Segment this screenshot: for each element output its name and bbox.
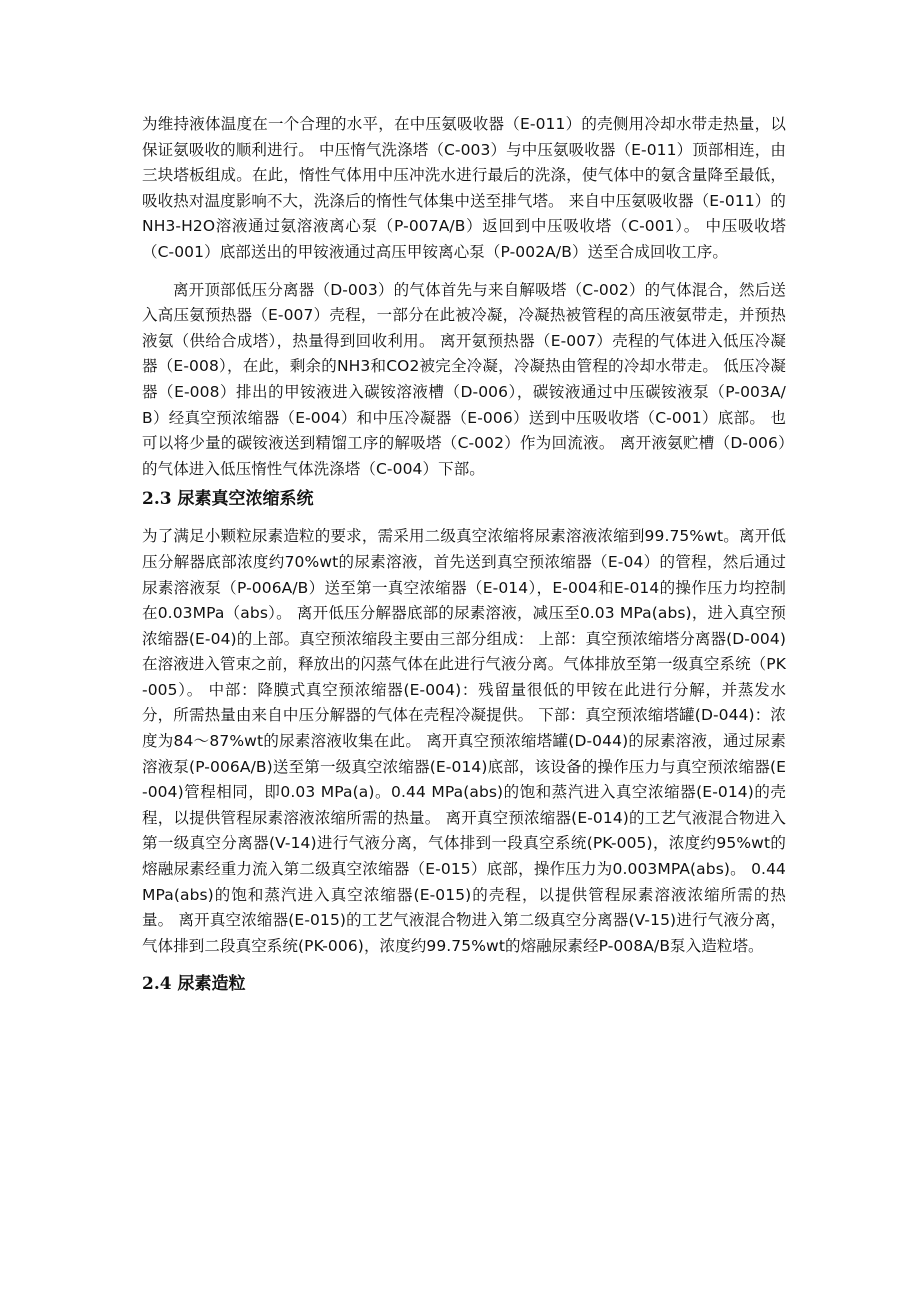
paragraph-vacuum-concentration: 为了满足小颗粒尿素造粒的要求，需采用二级真空浓缩将尿素溶液浓缩到99.75%wt。离开低压分解器底部浓度约70%wt的尿素溶液，首先送到真空预浓缩器（E-04）的管程，然后通过尿素溶液泵（P-006A/B）送至第一真空浓缩器（E-014），E-004和E-014的操作压力均控制在0.03MPa（abs）。 离开低压分解器底部的尿素溶液，减压至0.03 MPa(abs)，进入真空预浓缩器(E-04)的上部。真空预浓缩段主要由三部分组成： 上部：真空预浓缩塔分离器(D-004)在溶液进入管束之前，释放出的闪蒸气体在此进行气液分离。气体排放至第一级真空系统（PK-005）。 中部：降膜式真空预浓缩器(E-004)：残留量很低的甲铵在此进行分解，并蒸发水分，所需热量由来自中压分解器的气体在壳程冷凝提供。 下部：真空预浓缩塔罐(D-044)：浓度为84～87%wt的尿素溶液收集在此。 离开真空预浓缩塔罐(D-044)的尿素溶液，通过尿素溶液泵(P-006A/B)送至第一级真空浓缩器(E-014)底部，该设备的操作压力与真空预浓缩器(E-004)管程相同，即0.03 MPa(a)。0.44 MPa(abs)的饱和蒸汽进入真空浓缩器(E-014)的壳程，以提供管程尿素溶液浓缩所需的热量。 离开真空预浓缩器(E-014)的工艺气液混合物进入第一级真空分离器(V-14)进行气液分离，气体排到一段真空系统(PK-005)，浓度约95%wt的熔融尿素经重力流入第二级真空浓缩器（E-015）底部，操作压力为0.003MPA(abs)。 0.44 MPa(abs)的饱和蒸汽进入真空浓缩器(E-015)的壳程，以提供管程尿素溶液浓缩所需的热量。 离开真空浓缩器(E-015)的工艺气液混合物进入第二级真空分离器(V-15)进行气液分离，气体排到二段真空系统(PK-006)，浓度约99.75%wt的熔融尿素经P-008A/B泵入造粒塔。 — [142, 527, 786, 955]
document-page — [142, 112, 786, 997]
section-heading-2-4: 2.4 尿素造粒 — [142, 974, 246, 995]
section-heading-2-3: 2.3 尿素真空浓缩系统 — [142, 489, 314, 510]
paragraph-low-pressure-condensation: 离开顶部低压分离器（D-003）的气体首先与来自解吸塔（C-002）的气体混合，然后送入高压氨预热器（E-007）壳程，一部分在此被冷凝，冷凝热被管程的高压液氨带走，并预热液氨（供给合成塔），热量得到回收利用。 离开氨预热器（E-007）壳程的气体进入低压冷凝器（E-008），在此，剩余的NH3和CO2被完全冷凝，冷凝热由管程的冷却水带走。 低压冷凝器（E-008）排出的甲铵液进入碳铵溶液槽（D-006），碳铵液通过中压碳铵液泵（P-003A/B）经真空预浓缩器（E-004）和中压冷凝器（E-006）送到中压吸收塔（C-001）底部。 也可以将少量的碳铵液送到精馏工序的解吸塔（C-002）作为回流液。 离开液氨贮槽（D-006）的气体进入低压惰性气体洗涤塔（C-004）下部。 — [142, 280, 786, 478]
paragraph-ammonia-absorption: 为维持液体温度在一个合理的水平，在中压氨吸收器（E-011）的壳侧用冷却水带走热量，以保证氨吸收的顺利进行。 中压惰气洗涤塔（C-003）与中压氨吸收器（E-011）顶部相连，由三块塔板组成。在此，惰性气体用中压冲洗水进行最后的洗涤，使气体中的氨含量降至最低，吸收热对温度影响不大，洗涤后的惰性气体集中送至排气塔。 来自中压氨吸收器（E-011）的NH3-H2O溶液通过氨溶液离心泵（P-007A/B）返回到中压吸收塔（C-001）。 中压吸收塔（C-001）底部送出的甲铵液通过高压甲铵离心泵（P-002A/B）送至合成回收工序。 — [142, 115, 786, 261]
